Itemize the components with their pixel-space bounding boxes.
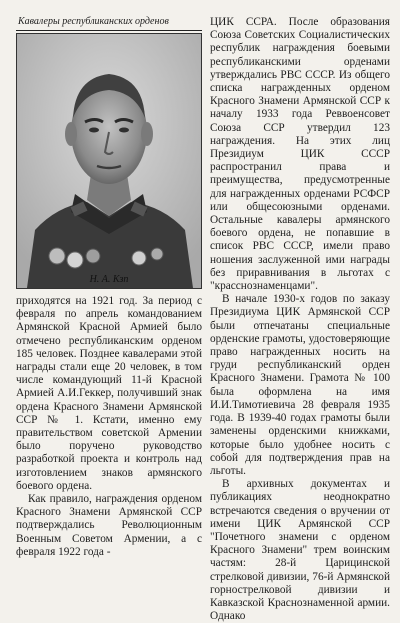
right-column (210, 16, 390, 623)
portrait-caption: Н. А. Кзп (89, 274, 129, 285)
paragraph: В архивных документах и публикациях неоднократно встречаются сведения о вручении от имени ЦИК Армянской ССР "Почетного знамени с орденом Красного Знамени" трем воинским частям: 28-й Царицинской стрелковой дивизии, 76-й Армянской горнострелковой дивизии и Кавказской Краснознаменной армии. Однако (210, 478, 390, 623)
left-text-block (16, 295, 202, 559)
paragraph: ЦИК ССРА. После образования Союза Советских Социалистических республик награждения боевыми республиканскими орденами утверждались РВС СССР. Из общего списка награжденных орденом Красного Знамени Армянской ССР к началу 1933 года Реввоенсовет Союза ССР утвердил 123 награждения. На этих лиц Президиум ЦИК СССР распространил права и преимущества, предусмотренные для награжденных орденами РСФСР или общесоюзными орденами. Остальные кавалеры армянского боевого ордена, не попавшие в список РВС СССР, имели право ношения заслуженной ими награды без приравнивания в льготах с "красснознаменцами". (210, 16, 390, 293)
paragraph: В начале 1930-х годов по заказу Президиума ЦИК Армянской ССР были отпечатаны специальные орденские грамоты, удостоверяющие право награжденных носить на груди республиканский орден Красного Знамени. Грамота № 100 была оформлена на имя И.И.Тимотиевича 28 февраля 1935 года. В 1939-40 годах грамоты были заменены орденскими книжками, которые было удобнее носить с собой для подтверждения прав на льготы. (210, 293, 390, 477)
portrait-photo (16, 33, 202, 289)
section-header: Кавалеры республиканских орденов (16, 16, 202, 31)
right-text-block (210, 16, 390, 623)
left-column (16, 16, 202, 559)
portrait-image (17, 34, 201, 288)
paragraph: Как правило, награждения орденом Красного Знамени Армянской ССР подтверждались Революционным Военным Советом Армении, а с февраля 1922 года - (16, 493, 202, 558)
paragraph: приходятся на 1921 год. За период с февраля по апрель командованием Армянской Красной Армией было отмечено республиканским орденом 185 человек. Позднее кавалерами этой награды стали еще 20 человек, в том числе командующий 11-й Красной Армией А.И.Геккер, получивший знак ордена Красного Знамени Армянской ССР № 1. Кстати, именно ему правительством советской Армении было поручено руководство разработкой проекта и контроль над изготовлением знаков армянского боевого ордена. (16, 295, 202, 492)
